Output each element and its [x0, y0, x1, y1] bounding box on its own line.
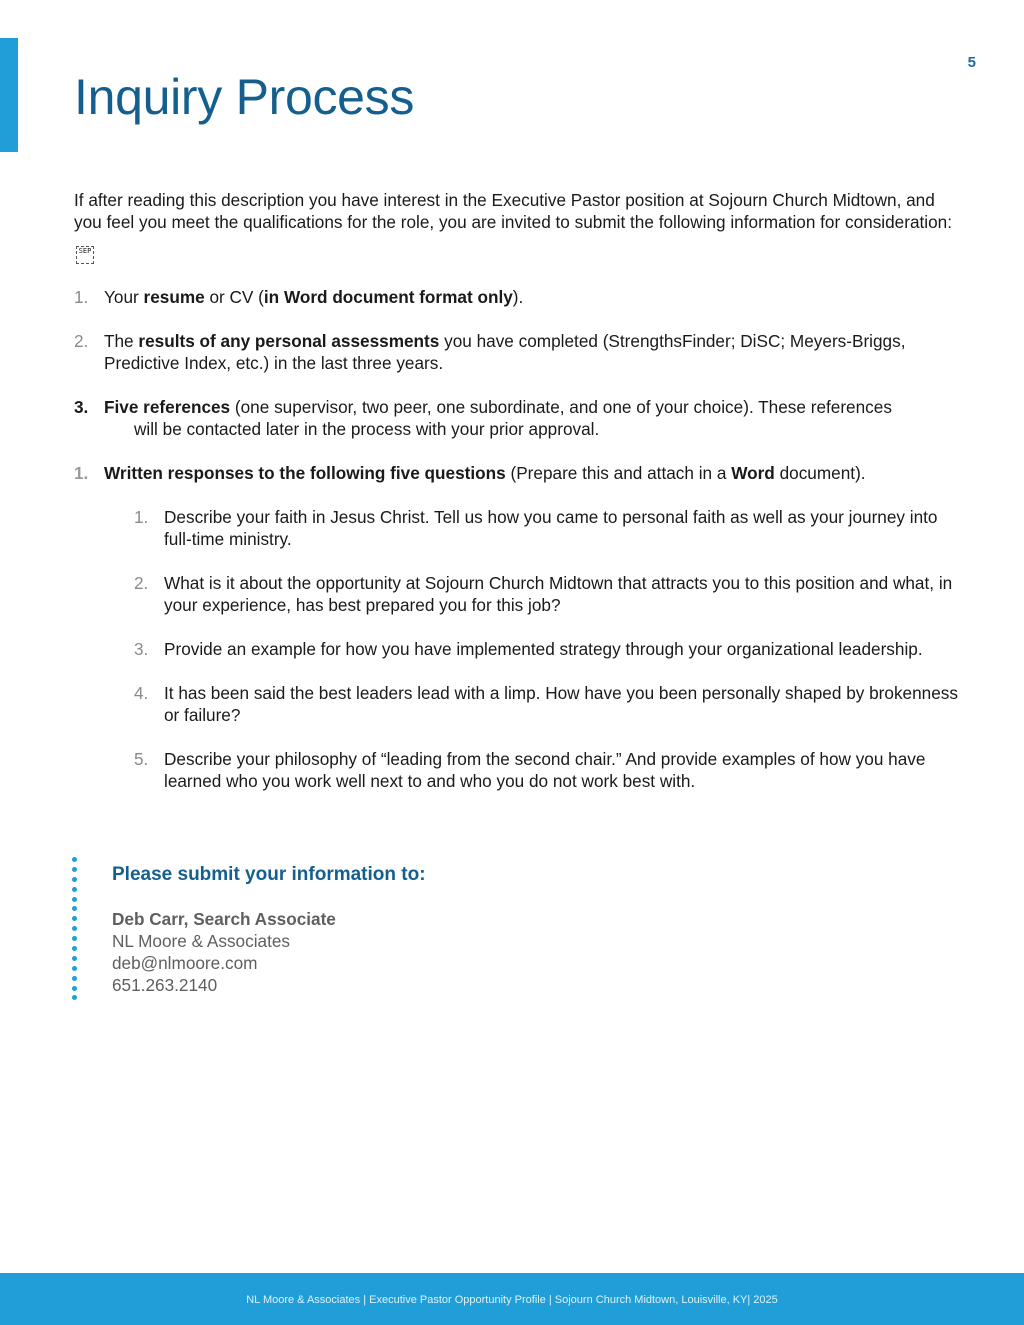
item-text: (one supervisor, two peer, one subordinate, and one of your choice). These references [230, 397, 892, 417]
item-text: or CV ( [204, 287, 264, 307]
item-bold-text: resume [143, 287, 205, 307]
question-item [74, 682, 964, 726]
contact-block [112, 864, 426, 996]
contact-email[interactable]: deb@nlmoore.com [112, 953, 258, 973]
page-title: Inquiry Process [74, 69, 415, 125]
contact-name: Deb Carr, Search Associate [112, 909, 336, 929]
question-number: 2. [134, 573, 149, 593]
item-text: Your [104, 287, 144, 307]
contact-company: NL Moore & Associates [112, 931, 291, 951]
list-number: 2. [74, 331, 89, 351]
item-text: (Prepare this and attach in a [505, 463, 732, 483]
document-body [74, 189, 964, 814]
question-text: Describe your philosophy of “leading from the second chair.” And provide examples of how you have learned who you work well next to and who you do not work best with. [164, 749, 926, 791]
item-continuation-text: will be contacted later in the process with your prior approval. [134, 419, 600, 439]
footer-bar [0, 1273, 1024, 1325]
question-item [74, 572, 964, 616]
question-item [74, 506, 964, 550]
intro-paragraph [74, 189, 964, 264]
question-text: Provide an example for how you have implemented strategy through your organizational leadership. [164, 639, 923, 659]
item-text: ). [512, 287, 524, 307]
list-item-written-responses [74, 462, 964, 484]
item-bold-text: results of any personal assessments [138, 331, 440, 351]
question-number: 1. [134, 507, 149, 527]
question-text: Describe your faith in Jesus Christ. Tell us how you came to personal faith as well as your journey into full-time ministry. [164, 507, 938, 549]
item-text: document). [774, 463, 866, 483]
item-bold-text: Five references [104, 397, 231, 417]
item-bold-text: Written responses to the following five questions [104, 463, 506, 483]
separator-glyph-icon: SEP [76, 246, 94, 264]
contact-heading: Please submit your information to: [112, 864, 426, 885]
item-text: The [104, 331, 139, 351]
item-text: you have completed (StrengthsFinder; DiSC; Meyers-Briggs, Predictive Index, etc.) in the last three years. [104, 331, 906, 373]
question-item [74, 748, 964, 792]
question-number: 3. [134, 639, 149, 659]
list-number: 1. [74, 463, 89, 483]
list-item-assessments [74, 330, 964, 374]
question-number: 5. [134, 749, 149, 769]
item-bold-text: Word [731, 463, 775, 483]
item-bold-text: in Word document format only [263, 287, 513, 307]
intro-text: If after reading this description you have interest in the Executive Pastor position at Sojourn Church Midtown, and you feel you meet the qualifications for the role, you are invited to submit the following information for consideration: [74, 190, 952, 232]
page-number: 5 [967, 54, 976, 71]
question-text: What is it about the opportunity at Sojourn Church Midtown that attracts you to this position and what, in your experience, has best prepared you for this job? [164, 573, 953, 615]
accent-bar [0, 38, 18, 152]
list-item-resume [74, 286, 964, 308]
question-text: It has been said the best leaders lead with a limp. How have you been personally shaped by brokenness or failure? [164, 683, 958, 725]
list-number: 1. [74, 287, 89, 307]
list-item-references [74, 396, 964, 440]
question-item [74, 638, 964, 660]
footer-text: NL Moore & Associates | Executive Pastor Opportunity Profile | Sojourn Church Midtown, Louisville, KY| 2025 [246, 1294, 778, 1306]
list-number: 3. [74, 397, 89, 417]
question-number: 4. [134, 683, 149, 703]
contact-phone: 651.263.2140 [112, 975, 218, 995]
dotted-divider [72, 857, 78, 1005]
